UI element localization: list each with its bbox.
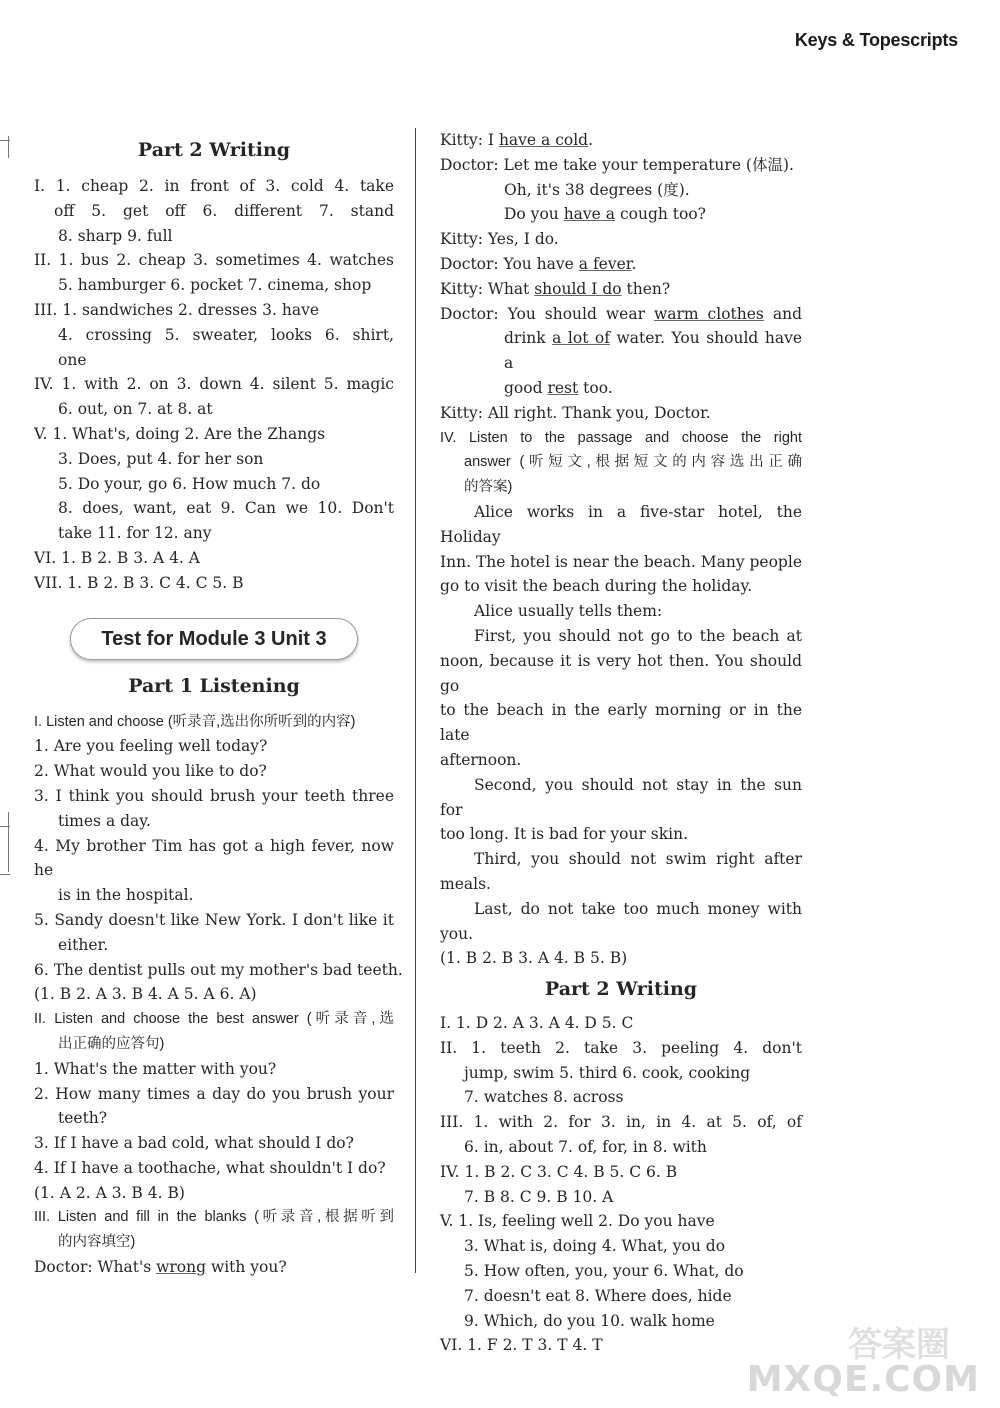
text-line: take 11. for 12. any xyxy=(58,524,212,543)
text-line: I. 1. D 2. A 3. A 4. D 5. C xyxy=(440,1014,634,1033)
filled-blank: should I do xyxy=(534,279,622,298)
watermark-logo: 答案圈 xyxy=(848,1325,950,1365)
filled-blank: have a cold xyxy=(498,131,589,149)
text-line: VI. 1. F 2. T 3. T 4. T xyxy=(440,1336,603,1355)
text-line: drink a lot of water. You should have a xyxy=(504,329,803,373)
text-line: Doctor: You should wear warm clothes and xyxy=(440,304,802,323)
text-line: 3. I think you should brush your teeth three xyxy=(34,786,394,805)
text-line: II. Listen and choose the best answer (听录音,选 xyxy=(34,1011,394,1028)
text-line: 4. My brother Tim has got a high fever, now he xyxy=(34,836,394,880)
text-line: you. xyxy=(440,924,473,943)
text-line: IV. 1. with 2. on 3. down 4. silent 5. magic xyxy=(34,375,394,394)
text-line: Alice usually tells them: xyxy=(474,602,663,621)
text-line: is in the hospital. xyxy=(58,886,194,905)
text-line: afternoon. xyxy=(440,750,522,769)
text-line: either. xyxy=(58,935,109,954)
text-line: I. Listen and choose (听录音,选出你所听到的内容) xyxy=(34,713,356,730)
text-line: good rest too. xyxy=(504,378,613,397)
text-line: 的内容填空) xyxy=(58,1234,136,1251)
text-line: III. Listen and fill in the blanks (听录音,根据听到 xyxy=(34,1209,394,1226)
text-line: 4. If I have a toothache, what shouldn't I do? xyxy=(34,1158,386,1177)
text-line: 4. crossing 5. sweater, looks 6. shirt, xyxy=(58,325,394,344)
text-line: 2. How many times a day do you brush your xyxy=(34,1084,394,1103)
section-heading: Part 1 Listening xyxy=(128,674,300,697)
text-line: VII. 1. B 2. B 3. C 4. C 5. B xyxy=(34,573,244,592)
test-title-banner: Test for Module 3 Unit 3 xyxy=(70,618,358,660)
text-line: First, you should not go to the beach at xyxy=(474,626,802,645)
text-line: 出正确的应答句) xyxy=(58,1035,165,1052)
text-line: III. 1. with 2. for 3. in, in 4. at 5. of, of xyxy=(440,1113,802,1132)
text-line: I. 1. cheap 2. in front of 3. cold 4. take xyxy=(34,177,394,195)
text-line: 3. If I have a bad cold, what should I do? xyxy=(34,1134,354,1153)
text-line: 3. Does, put 4. for her son xyxy=(58,449,264,468)
text-line: (1. A 2. A 3. B 4. B) xyxy=(34,1183,185,1202)
text-line: teeth? xyxy=(58,1109,108,1128)
text-line: 8. does, want, eat 9. Can we 10. Don't xyxy=(58,499,394,518)
text-line: 2. What would you like to do? xyxy=(34,762,267,781)
text-line: IV. Listen to the passage and choose the right xyxy=(440,429,802,446)
text-line: 7. watches 8. across xyxy=(464,1088,624,1107)
text-line: IV. 1. B 2. C 3. C 4. B 5. C 6. B xyxy=(440,1162,678,1181)
text-line: 5. Do your, go 6. How much 7. do xyxy=(58,474,321,493)
text-line: II. 1. teeth 2. take 3. peeling 4. don't xyxy=(440,1038,802,1057)
text-line: (1. B 2. A 3. B 4. A 5. A 6. A) xyxy=(34,985,257,1004)
watermark-url: MXQE.COM xyxy=(746,1359,980,1400)
text-line: Kitty: I have a cold. xyxy=(440,131,594,149)
text-line: II. 1. bus 2. cheap 3. sometimes 4. watches xyxy=(34,251,394,270)
text-line: 1. What's the matter with you? xyxy=(34,1059,277,1078)
section-heading: Part 2 Writing xyxy=(544,978,698,1001)
right-column xyxy=(440,128,802,1358)
text-line: Second, you should not stay in the sun for xyxy=(440,775,802,819)
text-line: Kitty: Yes, I do. xyxy=(440,230,559,249)
text-line: 8. sharp 9. full xyxy=(58,226,173,245)
text-line: 9. Which, do you 10. walk home xyxy=(464,1311,715,1330)
text-line: Kitty: All right. Thank you, Doctor. xyxy=(440,403,711,422)
text-line: III. 1. sandwiches 2. dresses 3. have xyxy=(34,300,320,319)
text-line: Doctor: You have a fever. xyxy=(440,254,637,273)
text-line: 5. hamburger 6. pocket 7. cinema, shop xyxy=(58,276,372,295)
text-line: one xyxy=(58,350,87,369)
text-line: meals. xyxy=(440,874,491,893)
text-line: Alice works in a five-star hotel, the Holiday xyxy=(440,502,802,546)
text-line: jump, swim 5. third 6. cook, cooking xyxy=(464,1063,751,1082)
column-divider xyxy=(415,128,416,1273)
text-line: (1. B 2. B 3. A 4. B 5. B) xyxy=(440,949,628,968)
filled-blank: have a xyxy=(563,205,616,224)
text-line: V. 1. What's, doing 2. Are the Zhangs xyxy=(34,424,326,443)
margin-mark xyxy=(8,812,9,872)
filled-blank: rest xyxy=(547,378,579,397)
text-line: 1. Are you feeling well today? xyxy=(34,737,268,756)
text-line: 的答案) xyxy=(464,479,513,496)
filled-blank: a fever xyxy=(578,254,632,273)
text-line: go to visit the beach during the holiday. xyxy=(440,577,753,596)
text-line: Doctor: Let me take your temperature (体温). xyxy=(440,155,794,174)
text-line: 6. out, on 7. at 8. at xyxy=(58,400,213,419)
text-line: 5. Sandy doesn't like New York. I don't like it xyxy=(34,910,394,929)
running-header: Keys & Topescripts xyxy=(794,30,958,50)
text-line: Last, do not take too much money with xyxy=(474,899,802,918)
text-line: 3. What is, doing 4. What, you do xyxy=(464,1237,726,1256)
text-line: times a day. xyxy=(58,811,151,830)
tapescript-list xyxy=(440,128,802,971)
text-line: Third, you should not swim right after xyxy=(474,850,802,869)
text-line: 5. How often, you, your 6. What, do xyxy=(464,1262,744,1281)
dialogue-line: Doctor: What's wrong with you? xyxy=(34,1258,287,1277)
section-heading: Part 2 Writing xyxy=(137,139,291,161)
text-line: Do you have a cough too? xyxy=(504,205,706,224)
text-line: 6. The dentist pulls out my mother's bad teeth. xyxy=(34,960,403,979)
text-line: 6. in, about 7. of, for, in 8. with xyxy=(464,1138,707,1157)
tapescript-list xyxy=(34,710,403,1256)
text-line: 7. B 8. C 9. B 10. A xyxy=(464,1187,614,1206)
text-line: VI. 1. B 2. B 3. A 4. A xyxy=(34,548,200,567)
text-line: answer (听短文,根据短文的内容选出正确 xyxy=(464,454,802,471)
text-line: to the beach in the early morning or in the late xyxy=(440,701,802,745)
text-line: 7. doesn't eat 8. Where does, hide xyxy=(464,1286,732,1305)
text-line: V. 1. Is, feeling well 2. Do you have xyxy=(440,1212,715,1231)
answer-list xyxy=(440,1011,802,1358)
text-line: too long. It is bad for your skin. xyxy=(440,825,689,844)
filled-blank: warm clothes xyxy=(653,304,764,323)
text-line: noon, because it is very hot then. You should go xyxy=(440,651,802,695)
text-line: Inn. The hotel is near the beach. Many people xyxy=(440,552,802,571)
answer-list xyxy=(34,174,394,596)
text-line: Kitty: What should I do then? xyxy=(440,279,671,298)
margin-mark xyxy=(8,136,9,158)
left-column xyxy=(34,128,403,1280)
filled-blank: a lot of xyxy=(552,329,610,348)
text-line: off 5. get off 6. different 7. stand xyxy=(54,201,394,220)
text-line: Oh, it's 38 degrees (度). xyxy=(504,180,690,199)
margin-mark xyxy=(0,874,10,875)
